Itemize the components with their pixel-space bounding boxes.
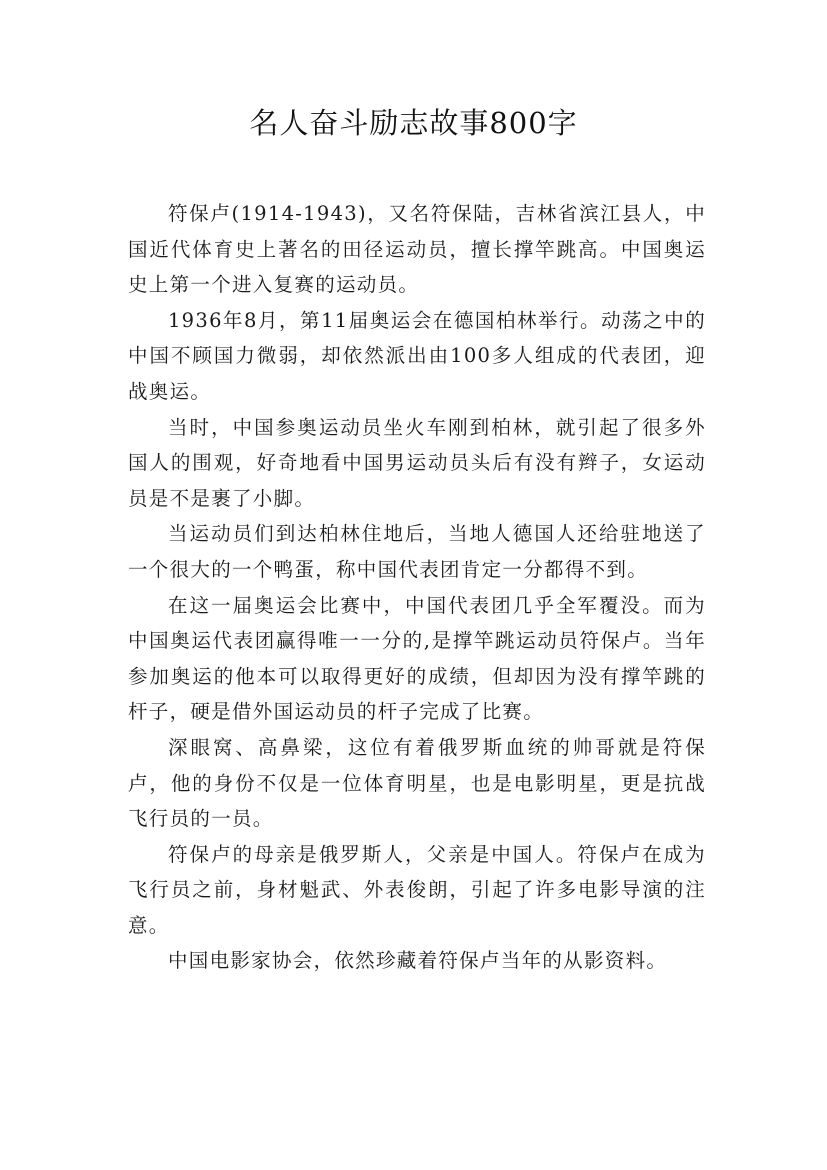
paragraph-5: 在这一届奥运会比赛中，中国代表团几乎全军覆没。而为中国奥运代表团赢得唯一一分的,是撑竿跳运动员符保卢。当年参加奥运的他本可以取得更好的成绩，但却因为没有撑竿跳的杆子，硬是借外国运动员的杆子完成了比赛。 — [128, 593, 706, 724]
document-title: 名人奋斗励志故事800字 — [249, 106, 578, 140]
paragraph-7: 符保卢的母亲是俄罗斯人，父亲是中国人。符保卢在成为飞行员之前，身材魁武、外表俊朗，引起了许多电影导演的注意。 — [128, 842, 706, 937]
paragraph-4: 当运动员们到达柏林住地后，当地人德国人还给驻地送了一个很大的一个鸭蛋，称中国代表团肯定一分都得不到。 — [128, 522, 706, 581]
paragraph-6: 深眼窝、高鼻梁，这位有着俄罗斯血统的帅哥就是符保卢，他的身份不仅是一位体育明星，也是电影明星，更是抗战飞行员的一员。 — [128, 735, 706, 831]
paragraph-1: 符保卢(1914-1943)，又名符保陆，吉林省滨江县人，中国近代体育史上著名的田径运动员，擅长撑竿跳高。中国奥运史上第一个进入复赛的运动员。 — [128, 202, 706, 297]
paragraph-8: 中国电影家协会，依然珍藏着符保卢当年的从影资料。 — [167, 949, 668, 973]
paragraph-3: 当时，中国参奥运动员坐火车刚到柏林，就引起了很多外国人的围观，好奇地看中国男运动员头后有没有辫子，女运动员是不是裹了小脚。 — [128, 415, 706, 510]
document-body — [128, 196, 706, 979]
paragraph-2: 1936年8月，第11届奥运会在德国柏林举行。动荡之中的中国不顾国力微弱，却依然派出由100多人组成的代表团，迎战奥运。 — [128, 308, 706, 403]
